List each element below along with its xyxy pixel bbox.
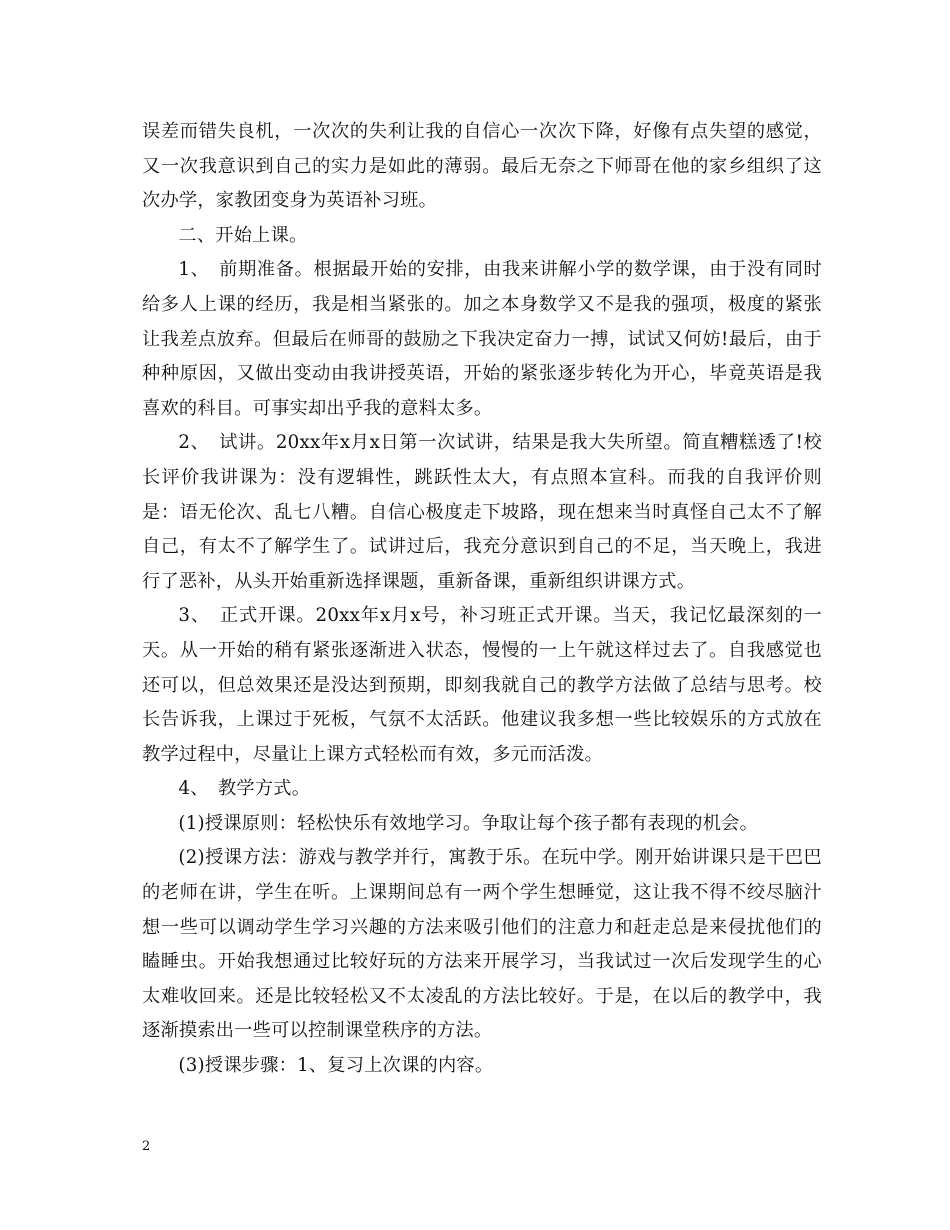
paragraph-official-class: 3、 正式开课。20xx年x月x号，补习班正式开课。当天，我记忆最深刻的一天。从一开始的稍有紧张逐渐进入状态，慢慢的一上午就这样过去了。自我感觉也还可以，但总效果还是没达到预期，即刻我就自己的教学方法做了总结与思考。校长告诉我，上课过于死板，气氛不太活跃。他建议我多想一些比较娱乐的方式放在教学过程中，尽量让上课方式轻松而有效，多元而活泼。 bbox=[142, 605, 822, 765]
paragraph-teaching-steps: (3)授课步骤：1、复习上次课的内容。 bbox=[178, 1055, 494, 1077]
paragraph-teaching-approach: (2)授课方法：游戏与教学并行，寓教于乐。在玩中学。刚开始讲课只是干巴巴的老师在讲，学生在听。上课期间总有一两个学生想睡觉，这让我不得不绞尽脑汁想一些可以调动学生学习兴趣的方法来吸引他们的注意力和赶走总是来侵扰他们的瞌睡虫。开始我想通过比较好玩的方法来开展学习，当我试过一次后发现学生的心太难收回来。还是比较轻松又不太凌乱的方法比较好。于是，在以后的教学中，我逐渐摸索出一些可以控制课堂秩序的方法。 bbox=[142, 847, 822, 1042]
body-text bbox=[142, 115, 822, 1084]
subheading-teaching-method: 4、 教学方式。 bbox=[178, 778, 311, 800]
section-heading-start-class: 二、开始上课。 bbox=[178, 224, 308, 246]
paragraph-trial-lecture: 2、 试讲。20xx年x月x日第一次试讲，结果是我大失所望。简直糟糕透了!校长评价我讲课为：没有逻辑性，跳跃性太大，有点照本宣科。而我的自我评价则是：语无伦次、乱七八糟。自信心极度走下坡路，现在想来当时真怪自己太不了解自己，有太不了解学生了。试讲过后，我充分意识到自己的不足，当天晚上，我进行了恶补，从头开始重新选择课题，重新备课，重新组织讲课方式。 bbox=[142, 432, 822, 592]
paragraph-teaching-principle: (1)授课原则：轻松快乐有效地学习。争取让每个孩子都有表现的机会。 bbox=[178, 812, 759, 834]
page-number: 2 bbox=[142, 1139, 151, 1154]
paragraph-preparation: 1、 前期准备。根据最开始的安排，由我来讲解小学的数学课，由于没有同时给多人上课的经历，我是相当紧张的。加之本身数学又不是我的强项，极度的紧张让我差点放弃。但最后在师哥的鼓励之下我决定奋力一搏，试试又何妨!最后，由于种种原因，又做出变动由我讲授英语，开始的紧张逐步转化为开心，毕竟英语是我喜欢的科目。可事实却出乎我的意料太多。 bbox=[142, 259, 822, 419]
paragraph-continuation: 误差而错失良机，一次次的失利让我的自信心一次次下降，好像有点失望的感觉，又一次我意识到自己的实力是如此的薄弱。最后无奈之下师哥在他的家乡组织了这次办学，家教团变身为英语补习班。 bbox=[142, 121, 822, 212]
